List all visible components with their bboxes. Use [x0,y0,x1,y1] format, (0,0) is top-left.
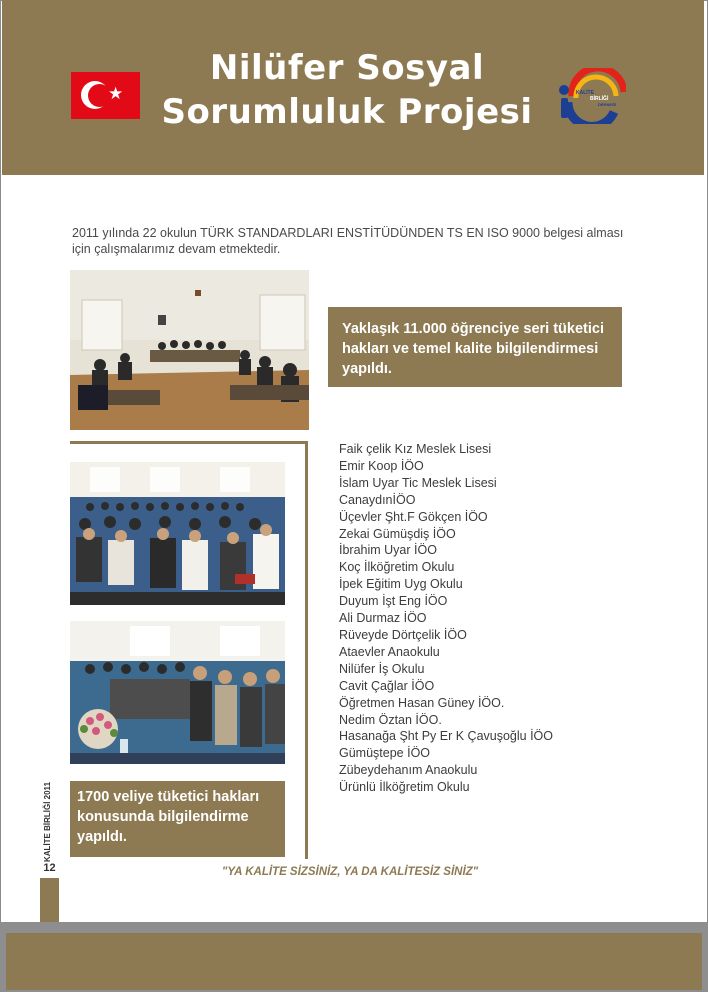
title-line-1: Nilüfer Sosyal [209,48,485,88]
list-item: Ataevler Anaokulu [339,644,440,659]
parents-photo [70,621,285,764]
page-number: 12 [43,862,56,874]
audience-photo [70,462,285,605]
kalite-birligi-logo [554,68,626,124]
list-item: Ali Durmaz İÖO [339,611,427,626]
list-item: Öğretmen Hasan Güney İÖO. [339,695,505,710]
list-item: Zübeydehanım Anaokulu [339,763,478,778]
meeting-photo [70,270,309,430]
list-item: Gümüştepe İÖO [339,746,431,761]
list-item: İbrahim Uyar İÖO [339,543,437,558]
footer-band [6,933,702,990]
list-item: Üçevler Şht.F Gökçen İÖO [339,509,488,524]
list-item: Koç İlköğretim Okulu [339,560,455,575]
list-item: Ürünlü İlköğretim Okulu [339,780,470,795]
list-item: İslam Uyar Tic Meslek Lisesi [339,475,497,490]
students-highlight: Yaklaşık 11.000 öğrenciye seri tüketici hakları ve temel kalite bilgilendirmesi yapıldı. [328,307,622,387]
list-item: Faik çelik Kız Meslek Lisesi [339,442,492,456]
list-item: Duyum İşt Eng İÖO [339,594,448,609]
list-item: Hasanağa Şht Py Er K Çavuşoğlu İÖO [339,729,553,744]
parents-highlight: 1700 veliye tüketici hakları konusunda bilgilendirme yapıldı. [70,781,285,857]
intro-text: 2011 yılında 22 okulun TÜRK STANDARDLARI ENSTİTÜDÜNDEN TS EN ISO 9000 belgesi alması için çalışmalarımız devam etmektedir. [72,226,624,256]
svg-text:KALİTE: KALİTE [576,90,595,96]
list-item: Emir Koop İÖO [339,458,424,473]
svg-text:DERNEĞİ: DERNEĞİ [598,102,617,107]
list-item: CanaydınİÖO [339,492,416,507]
page-title [152,46,542,134]
school-list [339,441,639,796]
divider-vertical [305,441,308,859]
sidebar-label: KALİTE BİRLİĞİ 2011 [43,781,52,862]
divider-horizontal [70,441,306,444]
turkish-flag-icon: ★ [71,72,140,119]
title-line-2: Sorumluluk Projesi [161,92,533,132]
svg-text:BİRLİĞİ: BİRLİĞİ [590,96,609,102]
list-item: Rüveyde Dörtçelik İÖO [339,627,467,642]
list-item: Zekai Gümüşdiş İÖO [339,526,456,541]
list-item: Nilüfer İş Okulu [339,661,425,676]
list-item: İpek Eğitim Uyg Okulu [339,577,463,592]
list-item: Cavit Çağlar İÖO [339,678,435,693]
page-header [2,0,704,175]
motto-text: "YA KALİTE SİZSİNİZ, YA DA KALİTESİZ SİNİZ" [221,866,479,878]
list-item: Nedim Öztan İÖO. [339,712,442,727]
page-sidebar [40,776,59,922]
